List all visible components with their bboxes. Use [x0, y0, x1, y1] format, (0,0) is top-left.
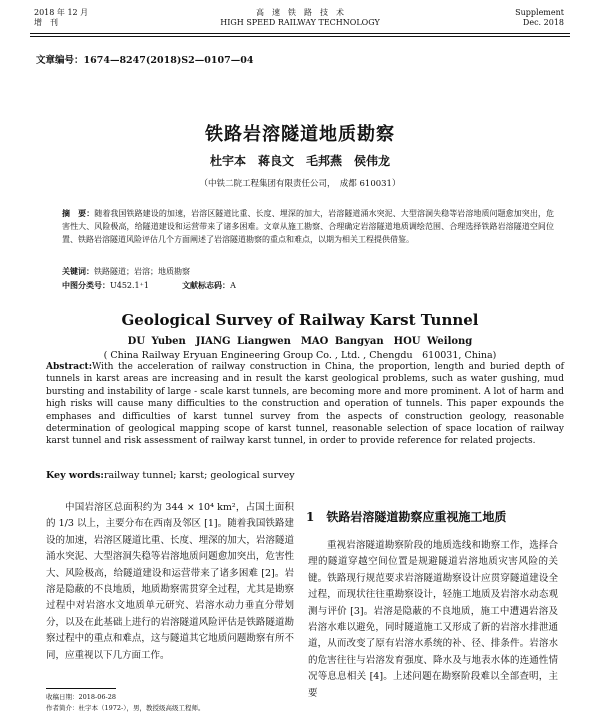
header-rule-bottom: [30, 36, 570, 37]
keywords-cn-label: 关键词：: [62, 266, 94, 276]
journal-name-en: HIGH SPEED RAILWAY TECHNOLOGY: [220, 18, 380, 27]
keywords-cn: [62, 266, 190, 277]
footnote-rule: [46, 688, 116, 689]
section-title: 铁路岩溶隧道勘察应重视施工地质: [326, 510, 507, 524]
authors-en: DU Yuben JIANG Liangwen MAO Bangyan HOU Weilong: [127, 336, 473, 347]
class-value: U452.1⁺1: [110, 281, 149, 290]
header-journal: [0, 8, 600, 28]
abstract-cn: [62, 207, 554, 246]
journal-name-cn: 高 速 铁 路 技 术: [256, 8, 344, 17]
abstract-cn-text: 随着我国铁路建设的加速，岩溶区隧道比重、长度、埋深的加大，岩溶隧道涌水突泥、大型溶洞失稳等岩溶地质问题愈加突出，危害性大、风险极高，给隧道建设和运营带来了诸多困难。文章从施工勘察、合理确定岩溶隧道地质调绘范围、合理选择铁路岩溶隧道空间位置、铁路岩溶隧道风险评估几个方面阐述了岩溶隧道勘察的重点和难点，以期为相关工程提供借鉴。: [62, 209, 555, 244]
doc-code-label: 文献标志码：: [182, 280, 231, 290]
header-supplement-date: Dec. 2018: [522, 18, 564, 27]
class-label: 中图分类号：: [62, 280, 110, 290]
body-intro-paragraph: 中国岩溶区总面积约为 344 × 10⁴ km²，占国土面积的 1/3 以上，主要分布在西南及邻区 [1]。随着我国铁路建设的加速，岩溶区隧道比重、长度、埋深的加大，岩溶隧道涌水突泥、大型溶洞失稳等岩溶地质问题愈加突出，危害性大、风险极高，给隧道建设和运营带来了诸多困难 [2]。岩溶是隐蔽的不良地质，地质勘察需贯穿全过程，尤其是勘察过程中对岩溶水文地质单元研究、岩溶水动力垂直分带划分，以及在此基础上进行的岩溶隧道风险评估是铁路隧道勘察过程中的重点和难点，这与隧道其它地质问题勘察有所不同，应重视以下几方面工作。: [46, 502, 294, 661]
header-date: 2018 年 12 月: [34, 8, 89, 17]
keywords-cn-text: 铁路隧道；岩溶；地质勘察: [94, 267, 190, 276]
affiliation-en: ( China Railway Eryuan Engineering Group Co. , Ltd. , Chengdu 610031, China): [103, 350, 497, 361]
section-number: 1: [306, 510, 315, 524]
page-title-en: Geological Survey of Railway Karst Tunnel: [121, 311, 479, 329]
section-heading: [306, 508, 506, 525]
classification: [62, 280, 236, 291]
header-rule-top: [30, 33, 570, 34]
body-section-paragraph: 重视岩溶隧道勘察阶段的地质选线和勘察工作，选择合理的隧道穿越空间位置是规避隧道岩溶地质灾害风险的关键。铁路现行规范要求岩溶隧道勘察设计应贯穿隧道建设全过程，而现状往往重勘察设计，轻施工地质及岩溶水动态观测与评价 [3]。岩溶是隐蔽的不良地质，施工中遭遇岩溶及岩溶水难以避免，同时隧道施工又形成了新的岩溶水排泄通道，从而改变了原有岩溶水系统的补、径、排条件。岩溶水的危害往往与岩溶发育强度、降水及与地表水体的连通性情况等息息相关 [4]。上述问题在勘察阶段难以全部查明，主要: [308, 540, 558, 699]
header-supplement-label: Supplement: [515, 8, 564, 17]
abstract-en: [46, 361, 564, 448]
abstract-en-text: With the acceleration of railway construction in China, the proportion, length and buried depth of tunnels in karst areas are increasing and in result the karst geological problems, such as water gushing, mud bursting and instability of large - scale karst tunnels, are becoming more and more prominent. A lot of harm and high risks will cause many difficulties to the construction and operation of tunnels. This paper expounds the emphases and difficulties of karst tunnel survey from the aspects of construction geology, reasonable determination of geological mapping scope of karst tunnel, reasonable selection of space location of railway karst tunnel and risk assessment of railway karst tunnel, in order to provide reference for related projects.: [46, 362, 564, 447]
keywords-en-text: railway tunnel; karst; geological survey: [103, 470, 295, 481]
authors-cn: 杜宇本 蒋良文 毛邦燕 侯伟龙: [209, 154, 390, 168]
header-issue: 增 刊: [34, 18, 58, 27]
abstract-en-label: Abstract:: [46, 362, 93, 372]
keywords-en: [46, 470, 295, 481]
page-title-cn: 铁路岩溶隧道地质勘察: [205, 124, 395, 145]
abstract-cn-label: 摘 要：: [62, 208, 95, 218]
header-supplement: [515, 8, 564, 28]
affiliation-cn: （中铁二院工程集团有限责任公司， 成都 610031）: [199, 179, 401, 189]
footnote-received: 收稿日期：2018-06-28: [46, 693, 116, 701]
footnote-author-bio: 作者简介：杜宇本（1972-），男，教授级高级工程师。: [46, 704, 205, 712]
article-number: 文章编号：1674—8247(2018)S2—0107—04: [36, 55, 254, 66]
keywords-en-label: Key words:: [46, 470, 104, 481]
doc-code-value: A: [230, 281, 236, 290]
